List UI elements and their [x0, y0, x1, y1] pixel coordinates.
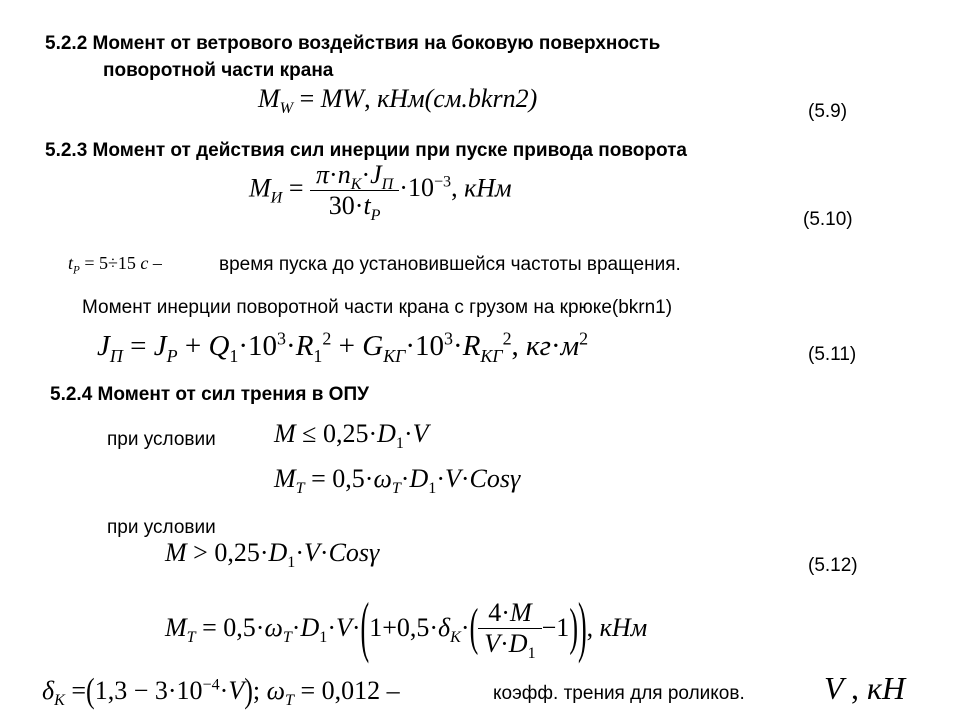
heading-5-2-4: 5.2.4 Момент от сил трения в ОПУ — [50, 384, 369, 405]
heading-5-2-2-line1: 5.2.2 Момент от ветрового воздействия на боковую поверхность — [45, 33, 661, 54]
formula-wind-moment: $M_W$ = MW, кНм(см.bkrn2) — [258, 84, 538, 118]
formula-inertia-moment: $M_И$ = $\frac{\pi\cdot n_K\cdot J_П}{30\cdot t_P}$ $\cdot 10^{-3}$, кНм — [249, 160, 512, 225]
equation-number: (5.12) — [808, 555, 858, 576]
formula-moment-of-inertia: $J_П = J_P + Q_1\cdot 10^3\cdot R_1^2 + G_{КГ}\cdot 10^3\cdot R_{КГ}^2$, $кг\cdot м^2$ — [97, 328, 589, 366]
formula-friction-moment-2: $M_T = 0,5\cdot\omega_T\cdot D_1\cdot V\cdot(1+0,5\cdot\delta_K\cdot$( $\frac{4\cdot M}{V\cdot D_1}$ −1)), кНм — [165, 589, 648, 665]
inertia-description: Момент инерции поворотной части крана с грузом на крюке(bkrn1) — [82, 297, 673, 318]
condition-label-2: при условии — [107, 517, 216, 538]
heading-5-2-3: 5.2.3 Момент от действия сил инерции при пуске привода поворота — [45, 140, 687, 161]
formula-delta-k: $\delta_K =(1,3 - 3\cdot 10^{-4}\cdot V)$; $\omega_T = 0,012$ – — [42, 670, 400, 710]
formula-condition-1: $M \le 0,25\cdot D_1\cdot V$ — [274, 419, 429, 453]
formula-start-time: $t_P = 5\div 15$ c – — [68, 253, 162, 277]
formula-friction-moment-1: $M_T = 0,5\cdot\omega_T\cdot D_1\cdot V\cdot Cos\gamma$ — [274, 464, 521, 498]
equation-number: (5.11) — [808, 344, 857, 365]
condition-label-1: при условии — [107, 429, 216, 450]
unit-v-kn: V , кН — [824, 670, 906, 706]
start-time-description: время пуска до установившейся частоты вращения. — [219, 254, 681, 275]
equation-number: (5.9) — [808, 101, 848, 122]
formula-condition-2: $M > 0,25\cdot D_1\cdot V\cdot Cos\gamma$ — [165, 538, 380, 572]
heading-5-2-2-line2: поворотной части крана — [103, 60, 334, 81]
friction-description: коэфф. трения для роликов. — [493, 683, 745, 704]
equation-number: (5.10) — [803, 209, 853, 230]
